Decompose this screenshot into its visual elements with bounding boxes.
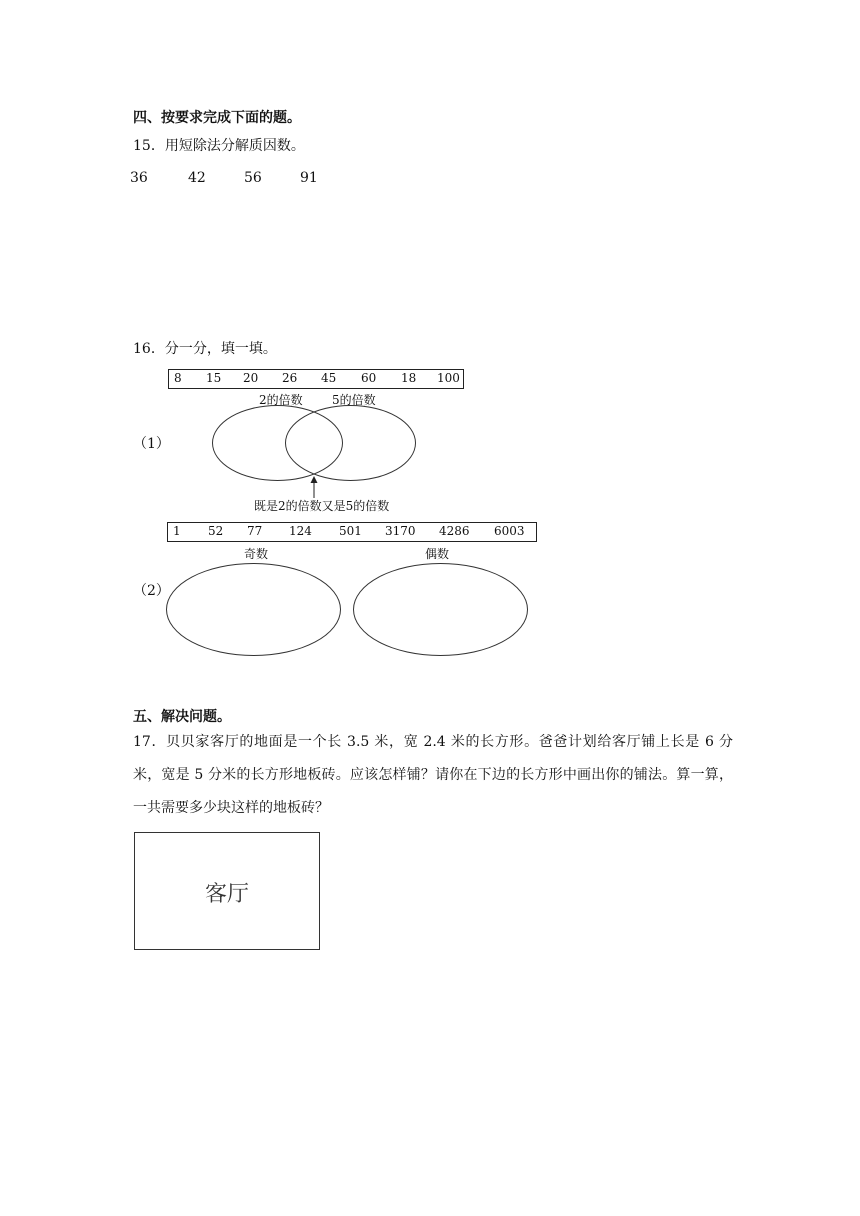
- section-five-title: 五、解决问题。: [133, 709, 231, 725]
- box-number: 45: [321, 371, 337, 385]
- number-item: 36: [130, 170, 148, 186]
- part-2-label: （2）: [133, 583, 170, 599]
- box-number: 15: [206, 371, 222, 385]
- multiples-of-5-label: 5的倍数: [332, 393, 376, 407]
- question-16-text: 16．分一分，填一填。: [133, 341, 277, 357]
- odd-numbers-oval[interactable]: [166, 563, 341, 656]
- question-15-text: 15．用短除法分解质因数。: [133, 138, 305, 154]
- room-label: 客厅: [204, 882, 249, 907]
- box-number: 77: [247, 524, 263, 538]
- box-number: 1: [173, 524, 181, 538]
- number-item: 91: [300, 170, 318, 186]
- number-box-part1: [168, 369, 464, 389]
- box-number: 26: [282, 371, 298, 385]
- box-number: 100: [437, 371, 460, 385]
- living-room-rectangle[interactable]: [134, 832, 320, 950]
- number-item: 56: [244, 170, 262, 186]
- question-17-text: 17．贝贝家客厅的地面是一个长 3.5 米，宽 2.4 米的长方形。爸爸计划给客厅铺上长是 6 分米，宽是 5 分米的长方形地板砖。应该怎样铺？请你在下边的长方形中画出你的铺法。算一算，一共需要多少块这样的地板砖？: [133, 734, 733, 816]
- box-number: 501: [339, 524, 362, 538]
- box-number: 52: [208, 524, 224, 538]
- number-box-part2: [167, 522, 537, 542]
- part-1-label: （1）: [133, 436, 170, 452]
- overlap-arrow-icon: [306, 476, 322, 498]
- box-number: 6003: [494, 524, 525, 538]
- number-item: 42: [188, 170, 206, 186]
- box-number: 124: [289, 524, 312, 538]
- even-numbers-oval[interactable]: [353, 563, 528, 656]
- box-number: 8: [174, 371, 182, 385]
- overlap-label: 既是2的倍数又是5的倍数: [254, 499, 390, 513]
- section-four-title: 四、按要求完成下面的题。: [133, 110, 301, 126]
- box-number: 3170: [385, 524, 416, 538]
- even-numbers-label: 偶数: [425, 547, 450, 561]
- venn-circle-multiples-of-5[interactable]: [285, 405, 416, 481]
- box-number: 60: [361, 371, 377, 385]
- odd-numbers-label: 奇数: [244, 547, 269, 561]
- box-number: 20: [243, 371, 259, 385]
- multiples-of-2-label: 2的倍数: [259, 393, 303, 407]
- box-number: 4286: [439, 524, 470, 538]
- box-number: 18: [401, 371, 417, 385]
